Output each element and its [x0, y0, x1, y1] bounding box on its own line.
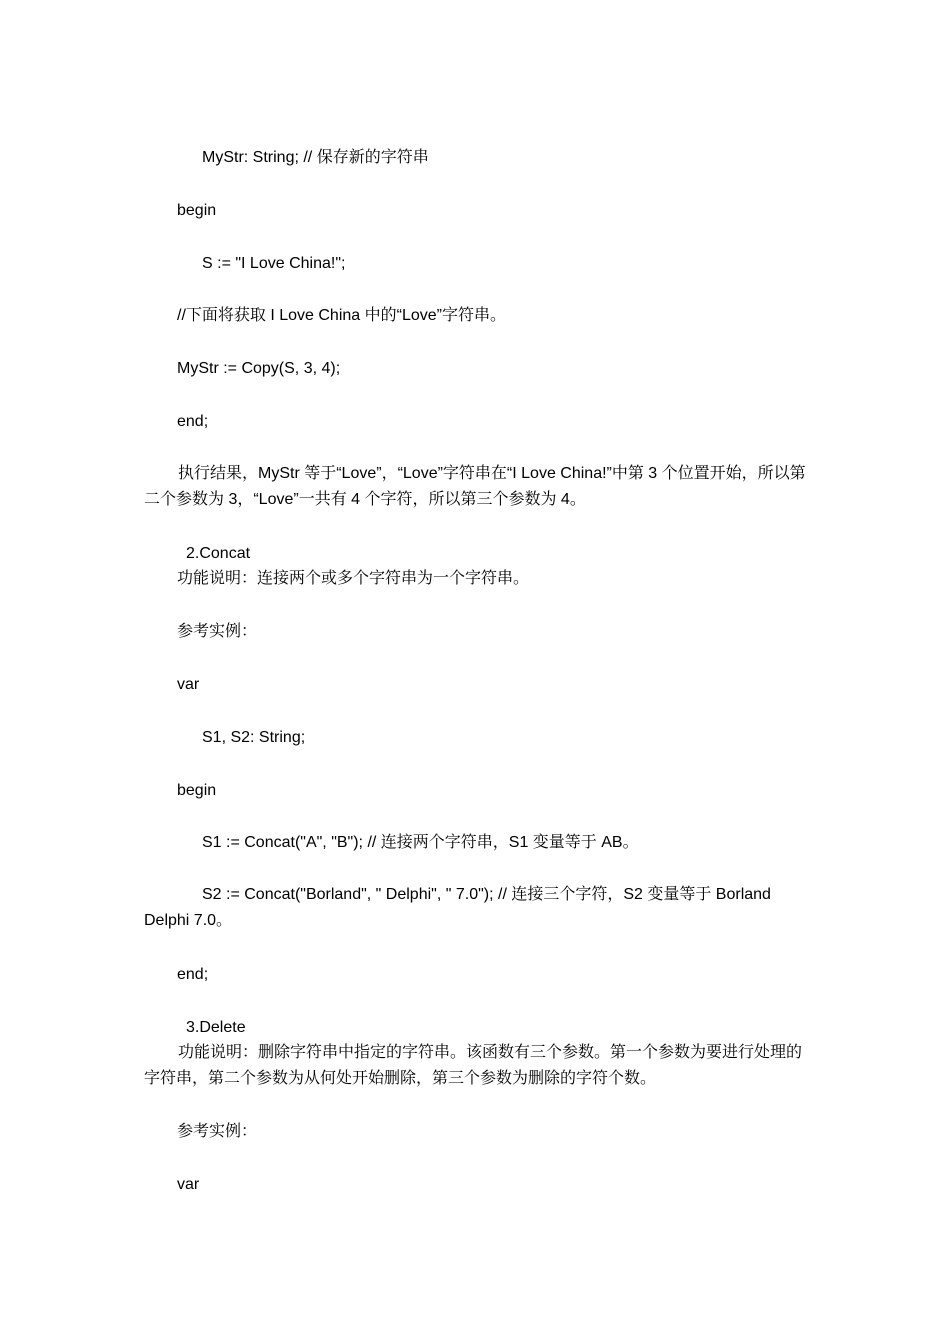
concat-code-end: end; [177, 966, 209, 983]
code-line-assign-s: S := "I Love China!"; [202, 255, 346, 272]
concat-code-s2: S2 := Concat("Borland", " Delphi", " 7.0"); // 连接三个字符，S2 变量等于 Borland Delphi 7.0。 [144, 886, 771, 929]
code-line-end: end; [177, 413, 209, 430]
delete-code-var: var [177, 1176, 200, 1193]
concat-code-declaration: S1, S2: String; [202, 729, 306, 746]
concat-code-s1: S1 := Concat("A", "B"); // 连接两个字符串，S1 变量等于 AB。 [202, 834, 639, 851]
section-heading-delete: 3.Delete [186, 1019, 246, 1036]
result-paragraph: 执行结果，MyStr 等于“Love”，“Love”字符串在“I Love China!”中第 3 个位置开始，所以第二个参数为 3，“Love”一共有 4 个字符，所以第三个参数为 4。 [144, 465, 806, 508]
code-line-begin: begin [177, 202, 217, 219]
concat-example-label: 参考实例： [177, 623, 258, 640]
delete-example-label: 参考实例： [177, 1123, 258, 1140]
code-comment-line: //下面将获取 I Love China 中的“Love”字符串。 [177, 307, 506, 324]
concat-description: 功能说明：连接两个或多个字符串为一个字符串。 [177, 570, 530, 587]
delete-description: 功能说明：删除字符串中指定的字符串。该函数有三个参数。第一个参数为要进行处理的字符串，第二个参数为从何处开始删除，第三个参数为删除的字符个数。 [144, 1044, 803, 1087]
code-line-copy: MyStr := Copy(S, 3, 4); [177, 360, 341, 377]
concat-code-begin: begin [177, 782, 217, 799]
concat-code-var: var [177, 676, 200, 693]
code-line-mystr-declaration: MyStr: String; // 保存新的字符串 [202, 149, 429, 166]
section-heading-concat: 2.Concat [186, 545, 251, 562]
